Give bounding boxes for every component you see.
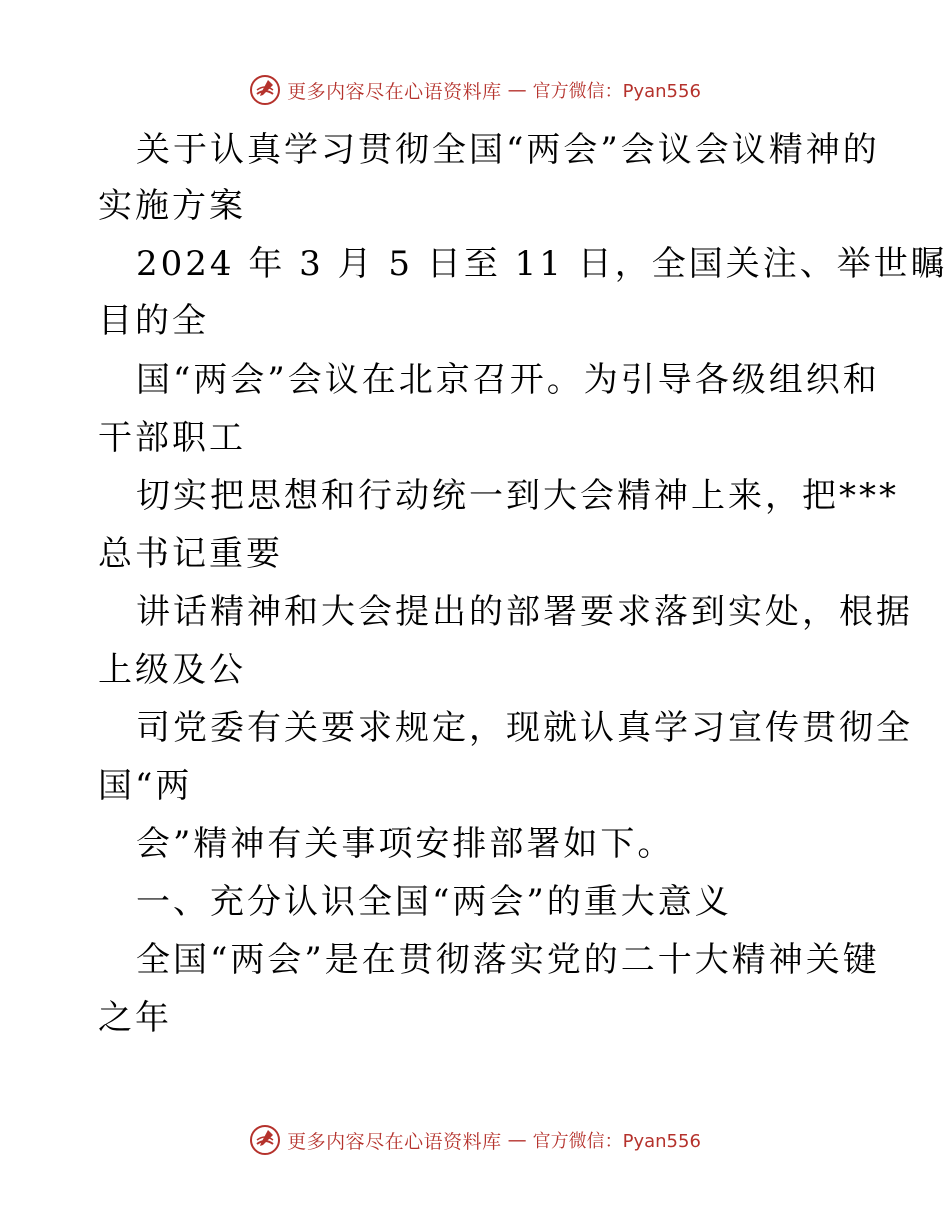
doc-paragraph-line: 切实把思想和行动统一到大会精神上来，把*** <box>136 476 899 516</box>
doc-paragraph-line: 全国“两会”是在贯彻落实党的二十大精神关键 <box>136 940 880 980</box>
book-pen-logo-icon <box>249 74 281 106</box>
header-watermark <box>0 70 950 110</box>
doc-paragraph-line: 会”精神有关事项安排部署如下。 <box>136 824 675 864</box>
footer-watermark <box>0 1120 950 1160</box>
doc-paragraph-line: 目的全 <box>98 301 209 341</box>
watermark-site-text: 更多内容尽在心语资料库 <box>287 1130 502 1153</box>
doc-title-line-2: 实施方案 <box>98 186 246 226</box>
watermark-dash: — <box>507 1129 527 1151</box>
doc-paragraph-line: 之年 <box>98 998 172 1038</box>
doc-title-line-1: 关于认真学习贯彻全国“两会”会议会议精神的 <box>136 130 880 170</box>
doc-paragraph-line: 讲话精神和大会提出的部署要求落到实处，根据 <box>136 592 913 632</box>
doc-paragraph-line: 司党委有关要求规定，现就认真学习宣传贯彻全 <box>136 708 913 748</box>
doc-paragraph-line: 上级及公 <box>98 650 246 690</box>
doc-paragraph-line: 总书记重要 <box>98 534 283 574</box>
watermark-group <box>249 1124 701 1156</box>
watermark-site-text: 更多内容尽在心语资料库 <box>287 80 502 103</box>
watermark-dash: — <box>507 79 527 101</box>
doc-paragraph-line: 2024 年 3 月 5 日至 11 日，全国关注、举世瞩 <box>136 244 948 284</box>
watermark-wechat-text: 官方微信：Pyan556 <box>532 1131 701 1152</box>
doc-section-heading: 一、充分认识全国“两会”的重大意义 <box>136 882 732 922</box>
doc-paragraph-line: 干部职工 <box>98 418 246 458</box>
doc-paragraph-line: 国“两会”会议在北京召开。为引导各级组织和 <box>136 360 880 400</box>
watermark-group <box>249 74 701 106</box>
watermark-wechat-text: 官方微信：Pyan556 <box>532 81 701 102</box>
book-pen-logo-icon <box>249 1124 281 1156</box>
doc-paragraph-line: 国“两 <box>98 766 193 806</box>
